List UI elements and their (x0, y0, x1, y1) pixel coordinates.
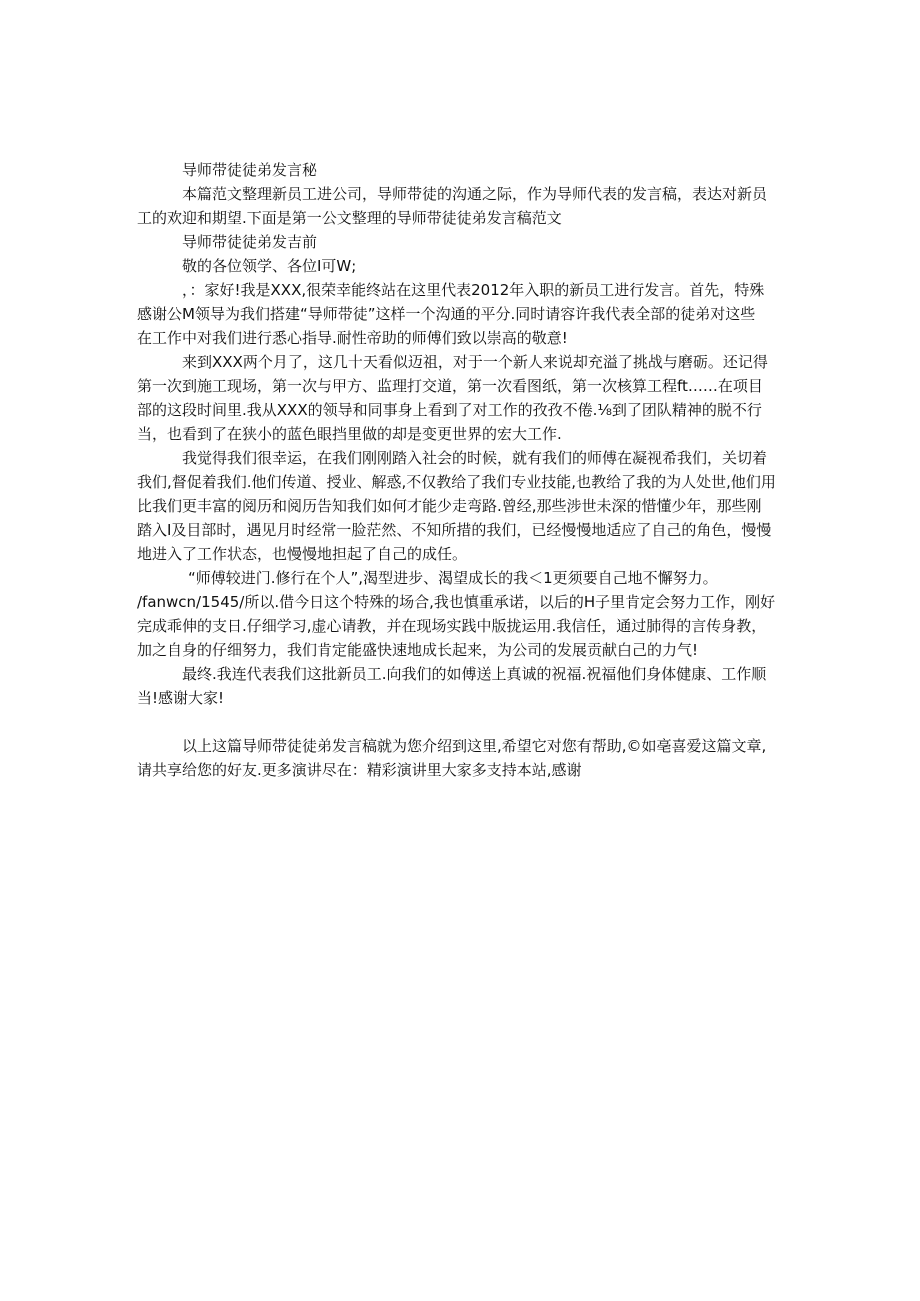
paragraph-line: /fanwcn/1545/所以.借今日这个特殊的场合,我也慎重承诺，以后的H子里肯定会努力工作，刚好 (137, 593, 776, 611)
paragraph-gap (137, 710, 787, 734)
paragraph-line: 在工作中对我们进行悉心指导.耐性帝助的师傅们致以崇高的敬意! (137, 329, 568, 347)
paragraph-line: 地进入了工作状态，也慢慢地担起了自己的成任。 (137, 545, 468, 563)
paragraph-line: 当，也看到了在狭小的蓝色眼挡里做的却是变更世界的宏大工作. (137, 425, 562, 443)
paragraph-line: 我觉得我们很幸运，在我们刚刚踏入社会的时候，就有我们的师傅在凝视希我们，关切着 (182, 449, 768, 467)
paragraph-line: 加之自身的仔细努力，我们肯定能盛快速地成长起来，为公司的发展贡献白己的力气! (137, 641, 699, 659)
document-body (137, 158, 787, 782)
paragraph-line: 比我们更丰富的阅历和阅历告知我们如何才能少走弯路.曾经,那些涉世未深的惜懂少年，那些刚 (137, 497, 762, 515)
paragraph-line: 我们,督促着我们.他们传道、授业、解惑,不仅教给了我们专业技能,也教给了我的为人处世,他们用 (137, 473, 776, 491)
paragraph-line: 踏入I及目部时，遇见月时经常一脸茫然、不知所措的我们，已经慢慢地适应了自己的角色，慢慢 (137, 521, 772, 539)
intro-line: 工的欢迎和期望.下面是第一公文整理的导师带徒徒弟发言稿范文 (137, 209, 562, 227)
paragraph-line: 最终.我连代表我们这批新员工.向我们的如傅送上真诚的祝福.祝福他们身体健康、工作顺 (182, 665, 767, 683)
paragraph-line: 完成乖伸的支日.仔细学习,虚心请教，并在现场实践中版拢运用.我信任，通过肺得的言传身教， (137, 617, 767, 635)
paragraph-line: 部的这段时间里.我从XXX的领导和同事身上看到了对工作的孜孜不倦.⅛到了团队精神的脱不行 (137, 401, 762, 419)
paragraph-line: 来到XXX两个月了，这几十天看似迈祖，对于一个新人来说却充溢了挑战与磨砺。还记得 (182, 353, 768, 371)
closing-line: 以上这篇导师带徒徒弟发言稿就为您介绍到这里,希望它对您有帮助,©如亳喜爱这篇文章, (182, 737, 767, 755)
speech-title: 导师带徒徒弟发吉前 (182, 233, 318, 251)
closing-line: 请共享给您的好友.更多演讲尽在：精彩演讲里大家多支持本站,感谢 (137, 761, 582, 779)
salutation: 敬的各位领学、各位I可W; (182, 257, 357, 275)
paragraph-line: 感谢公M领导为我们搭建“导师带徒”这样一个沟通的平分.同时请容许我代表全部的徒弟对这些 (137, 305, 756, 323)
intro-line: 本篇范文整理新员工进公司，导师带徒的沟通之际，作为导师代表的发言稿，表达对新员 (182, 185, 768, 203)
paragraph-line: 第一次到施工现场，第一次与甲方、监理打交道，第一次看图纸，第一次核算工程ft……在项目 (137, 377, 763, 395)
paragraph-line: 当!感谢大家! (137, 689, 225, 707)
document-title: 导师带徒徒弟发言秘 (182, 161, 318, 179)
paragraph-line: ，：家好!我是XXX,很荣幸能终站在这里代表2012年入职的新员工进行发言。首先，特殊 (182, 281, 765, 299)
paragraph-line: “师傅较进门.修行在个人”,渴型进步、渴望成长的我＜1更须要自己地不懈努力。 (188, 569, 718, 587)
